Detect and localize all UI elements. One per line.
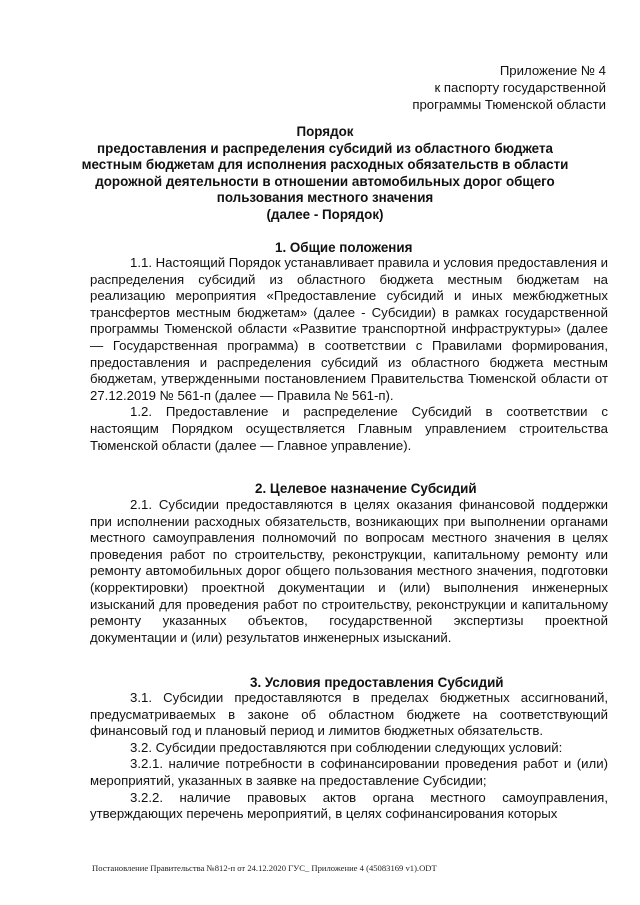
title-line-6: (далее - Порядок): [266, 206, 384, 222]
title-line-4: дорожной деятельности в отношении автомобильных дорог общего: [95, 173, 555, 189]
paragraph-3-2: 3.2. Субсидии предоставляются при соблюдении следующих условий:: [130, 739, 563, 755]
paragraph-2-1: 2.1. Субсидии предоставляются в целях оказания финансовой поддержки при исполнении расходных обязательств, возникающих при выполнении органами местного самоуправления полномочий по вопросам местного значения в целях проведения работ по строительству, реконструкции, капитальному ремонту или ремонту автомобильных дорог общего пользования местного значения, подготовки (корректировки) проектной документации и (или) выполнения инженерных изысканий для проведения работ по строительству, реконструкции и капитальному ремонту указанных объектов, государственной экспертизы проектной документации и (или) результатов инженерных изысканий.: [90, 497, 608, 645]
paragraph-3-1: 3.1. Субсидии предоставляются в пределах бюджетных ассигнований, предусматриваемых в законе об областном бюджете на соответствующий финансовый год и плановый период и лимитов бюджетных обязательств.: [90, 690, 608, 739]
title-line-3: местным бюджетам для исполнения расходных обязательств в области: [81, 157, 569, 173]
title-line-2: предоставления и распределения субсидий из областного бюджета: [97, 140, 553, 156]
appendix-line-1: Приложение № 4: [499, 63, 606, 78]
section-1-body: [90, 255, 608, 454]
appendix-line-3: программы Тюменской области: [412, 97, 606, 112]
paragraph-1-1: 1.1. Настоящий Порядок устанавливает правила и условия предоставления и распределения субсидий из областного бюджета местным бюджетам на реализацию мероприятия «Предоставление субсидий и иных межбюджетных трансфертов местным бюджетам» (далее - Субсидии) в рамках государственной программы Тюменской области «Развитие транспортной инфраструктуры» (далее — Государственная программа) в соответствии с Правилами формирования, предоставления и распределения субсидий из областного бюджета местным бюджетам, утвержденными постановлением Правительства Тюменской области от 27.12.2019 № 561-п (далее — Правила № 561-п).: [90, 255, 608, 403]
document-title: [60, 124, 590, 224]
appendix-reference: [412, 62, 606, 113]
document-footer: Постановление Правительства №812-п от 24.12.2020 ГУС_ Приложение 4 (45083169 v1).ODT: [92, 863, 437, 873]
paragraph-3-2-1: 3.2.1. наличие потребности в софинансировании проведения работ и (или) мероприятий, указанных в заявке на предоставление Субсидии;: [90, 756, 608, 788]
title-line-1: Порядок: [296, 124, 354, 139]
paragraph-3-2-2: 3.2.2. наличие правовых актов органа местного самоуправления, утверждающих перечень мероприятий, в целях софинансирования которых: [90, 789, 608, 822]
section-1-heading: 1. Общие положения: [275, 240, 413, 255]
appendix-line-2: к паспорту государственной: [434, 80, 606, 95]
section-3-body: [90, 690, 608, 823]
paragraph-1-2: 1.2. Предоставление и распределение Субсидий в соответствии с настоящим Порядком осуществляется Главным управлением строительства Тюменской области (далее — Главное управление).: [90, 404, 608, 453]
title-line-5: пользования местного значения: [216, 190, 434, 206]
section-3-heading: 3. Условия предоставления Субсидий: [250, 675, 504, 690]
section-2-body: [90, 497, 608, 646]
section-2-heading: 2. Целевое назначение Субсидий: [255, 481, 477, 496]
